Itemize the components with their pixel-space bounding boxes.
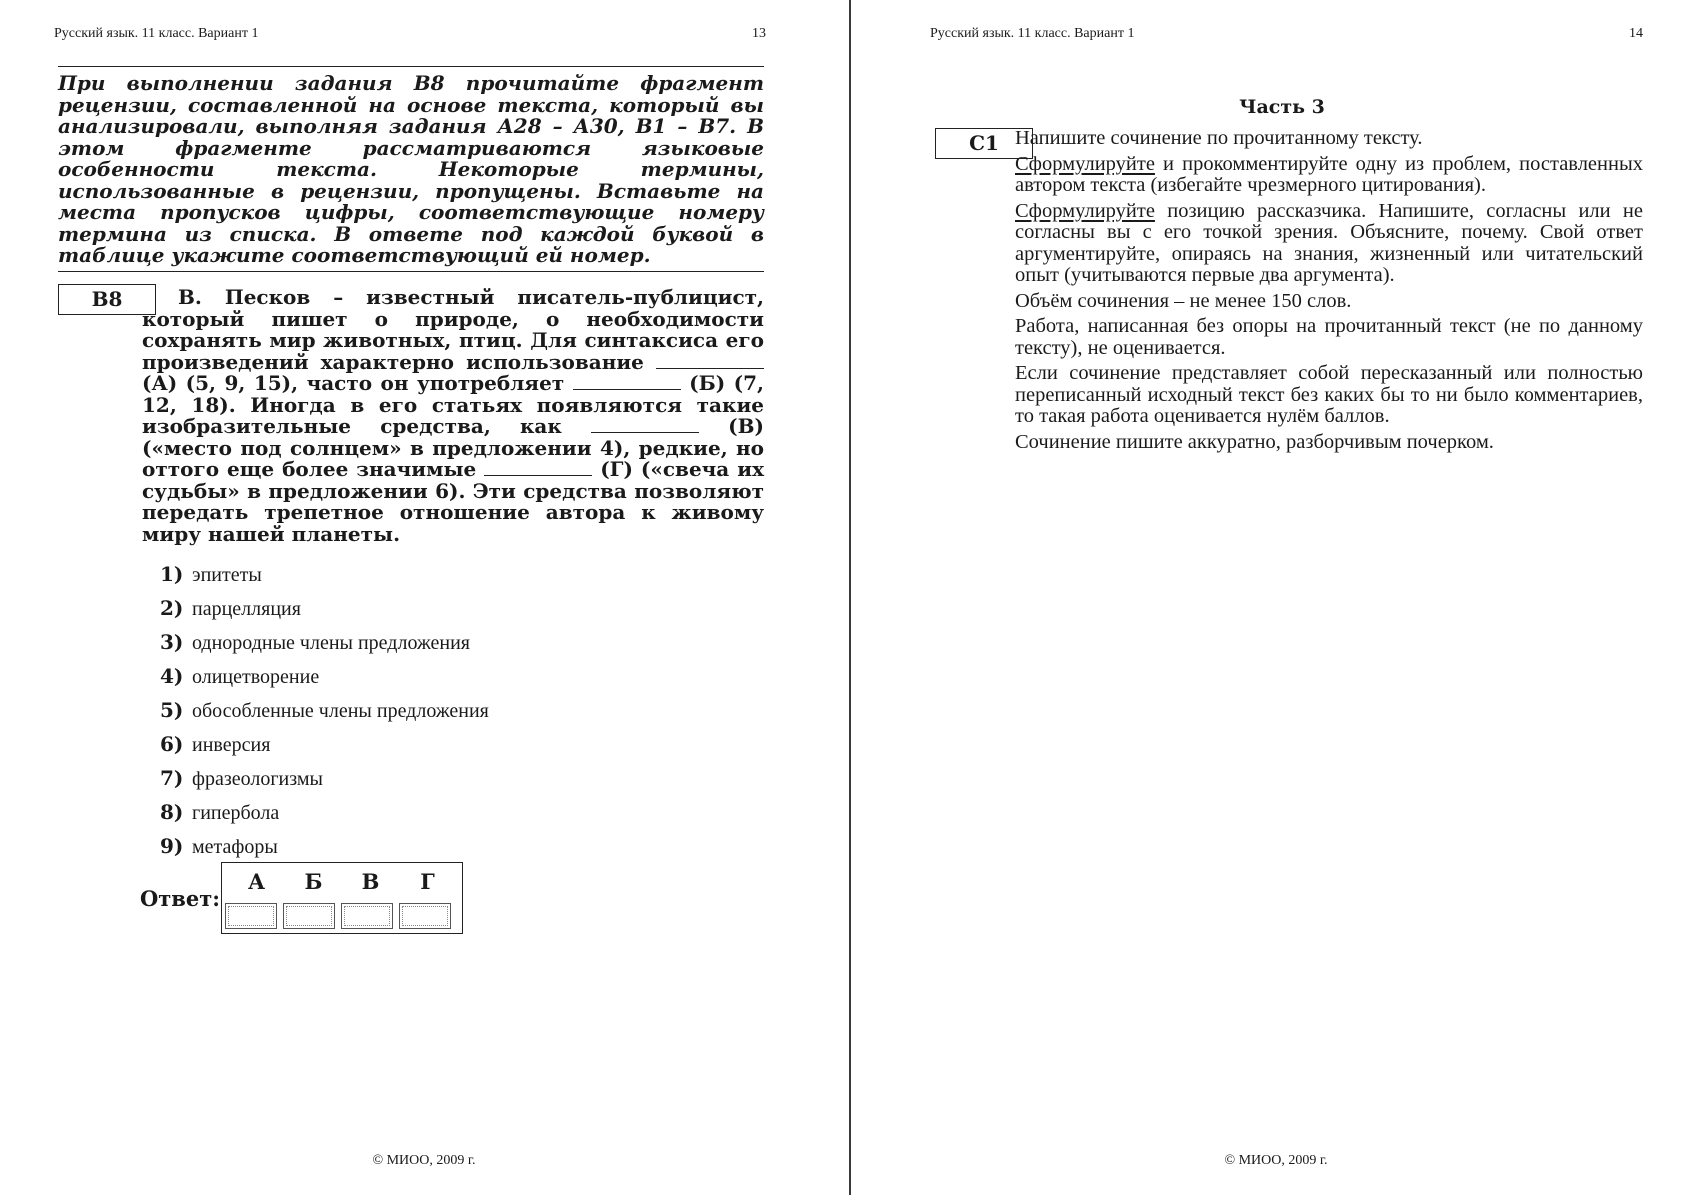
c1-paragraph: Напишите сочинение по прочитанному тексту. <box>1015 127 1423 149</box>
answer-cells <box>225 903 451 929</box>
term-option <box>160 625 760 659</box>
blank-g <box>484 461 592 476</box>
term-option <box>160 591 760 625</box>
part-title: Часть 3 <box>1239 96 1325 118</box>
option-text: обособленные члены предложения <box>192 700 489 722</box>
page-footer: © МИОО, 2009 г. <box>372 1153 476 1168</box>
review-part-5: (Г) («свеча их судьбы» в предложении 6). Эти средства позволяют передать трепетное отношение автора к живому миру нашей планеты. <box>142 457 764 546</box>
review-part-3: (Б) (7, 12, 18). Иногда в его статьях появляются такие изобразительные средства, как <box>142 371 764 438</box>
blank-b <box>573 375 681 390</box>
answer-cell-g[interactable] <box>399 903 451 929</box>
task-instruction <box>58 66 764 272</box>
page-footer: © МИОО, 2009 г. <box>1224 1153 1328 1168</box>
term-option <box>160 727 760 761</box>
instruction-text: При выполнении задания В8 прочитайте фрагмент рецензии, составленной на основе текста, который вы анализировали, выполняя задания А28 – А30, В1 – В7. В этом фрагменте рассматриваются языковые особенности текста. Некоторые термины, использованные в рецензии, пропущены. Вставьте на места пропусков цифры, соответствующие номеру термина из списка. В ответе под каждой буквой в таблице укажите соответствующий ей номер. <box>58 71 764 267</box>
answer-cell-a[interactable] <box>225 903 277 929</box>
term-option <box>160 829 760 863</box>
option-text: однородные члены предложения <box>192 632 470 654</box>
option-text: инверсия <box>192 734 271 756</box>
answer-cell-b[interactable] <box>283 903 335 929</box>
c1-paragraph: Сочинение пишите аккуратно, разборчивым почерком. <box>1015 430 1494 453</box>
answer-header-b: Б <box>304 869 323 894</box>
answer-table <box>221 862 463 934</box>
page-divider <box>849 0 851 1195</box>
c1-paragraph-text: и прокомментируйте одну из проблем, поставленных автором текста (избегайте чрезмерного цитирования). <box>1015 152 1643 196</box>
answer-cell-v[interactable] <box>341 903 393 929</box>
c1-instructions <box>1015 128 1643 457</box>
review-part-4: (В) («место под солнцем» в предложении 4), редкие, но оттого еще более значимые <box>142 414 764 481</box>
c1-paragraph-text: позицию рассказчика. Напишите, согласны или не согласны вы с его точкой зрения. Объясните, почему. Свой ответ аргументируйте, опираясь на знания, жизненный или читательский опыт (учитываются первые два аргумента). <box>1015 199 1643 286</box>
option-number: 4) <box>160 664 184 688</box>
option-number: 5) <box>160 698 184 722</box>
answer-header-a: А <box>247 869 266 894</box>
page-number: 13 <box>752 26 766 41</box>
term-option <box>160 557 760 591</box>
running-head: Русский язык. 11 класс. Вариант 1 <box>54 26 259 41</box>
option-number: 3) <box>160 630 184 654</box>
c1-paragraph: Если сочинение представляет собой пересказанный или полностью переписанный исходный текст без каких бы то ни было комментариев, то такая работа оценивается нулём баллов. <box>1015 362 1643 427</box>
term-option <box>160 659 760 693</box>
c1-paragraph <box>1015 154 1643 197</box>
review-part-2: (А) (5, 9, 15), часто он употребляет <box>142 371 565 395</box>
term-option <box>160 761 760 795</box>
task-label-c1: C1 <box>935 128 1033 159</box>
underlined-word: Сформулируйте <box>1015 152 1155 175</box>
answer-label: Ответ: <box>140 886 221 911</box>
option-number: 8) <box>160 800 184 824</box>
term-option <box>160 795 760 829</box>
option-number: 1) <box>160 562 184 586</box>
page-13 <box>0 0 848 1195</box>
term-options-list <box>160 557 760 863</box>
term-option <box>160 693 760 727</box>
option-text: метафоры <box>192 836 278 858</box>
c1-paragraph: Работа, написанная без опоры на прочитанный текст (не по данному тексту), не оценивается. <box>1015 315 1643 359</box>
task-label-b8: B8 <box>58 284 156 315</box>
option-text: олицетворение <box>192 666 320 688</box>
option-number: 6) <box>160 732 184 756</box>
blank-v <box>591 418 699 433</box>
page-14 <box>852 0 1700 1195</box>
review-part-1: В. Песков – известный писатель-публицист, который пишет о природе, о необходимости сохранять мир животных, птиц. Для синтаксиса его произведений характерно использование <box>142 285 764 374</box>
option-text: фразеологизмы <box>192 768 323 790</box>
option-text: эпитеты <box>192 564 262 586</box>
page-number: 14 <box>1629 26 1643 41</box>
c1-paragraph: Объём сочинения – не менее 150 слов. <box>1015 289 1352 312</box>
option-text: гипербола <box>192 802 280 824</box>
answer-headers <box>222 869 462 894</box>
blank-a <box>656 354 764 369</box>
option-number: 2) <box>160 596 184 620</box>
option-number: 7) <box>160 766 184 790</box>
underlined-word: Сформулируйте <box>1015 199 1155 222</box>
option-number: 9) <box>160 834 184 858</box>
running-head: Русский язык. 11 класс. Вариант 1 <box>930 26 1135 41</box>
answer-header-v: В <box>361 869 380 894</box>
answer-header-g: Г <box>420 869 435 894</box>
review-fragment <box>142 287 764 545</box>
option-text: парцелляция <box>192 598 301 620</box>
c1-paragraph <box>1015 201 1643 287</box>
